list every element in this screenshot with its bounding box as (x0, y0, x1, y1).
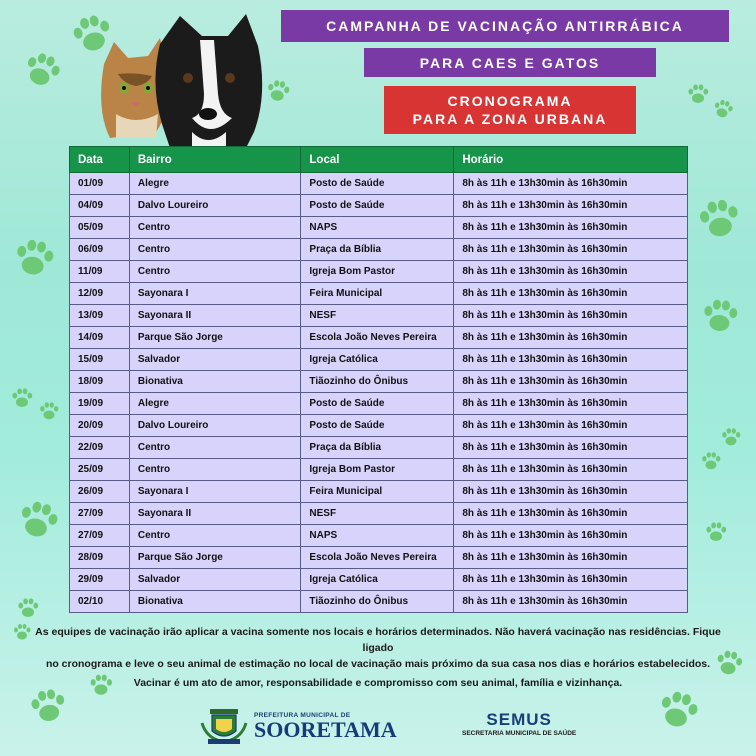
cell-location: Igreja Bom Pastor (301, 459, 454, 481)
cell-date: 19/09 (70, 393, 130, 415)
cell-neighborhood: Centro (129, 525, 301, 547)
cell-location: Igreja Bom Pastor (301, 261, 454, 283)
table-row (70, 393, 688, 415)
cell-time: 8h às 11h e 13h30min às 16h30min (454, 437, 688, 459)
cell-location: Tiãozinho do Ônibus (301, 591, 454, 613)
sooretama-label: SOORETAMA (254, 716, 397, 742)
cell-time: 8h às 11h e 13h30min às 16h30min (454, 283, 688, 305)
cell-neighborhood: Centro (129, 437, 301, 459)
table-row (70, 173, 688, 195)
cell-neighborhood: Alegre (129, 173, 301, 195)
paw-print-icon (692, 192, 745, 245)
paw-print-icon (16, 44, 67, 95)
cell-neighborhood: Centro (129, 217, 301, 239)
cell-time: 8h às 11h e 13h30min às 16h30min (454, 305, 688, 327)
cell-neighborhood: Centro (129, 239, 301, 261)
table-row (70, 437, 688, 459)
cell-time: 8h às 11h e 13h30min às 16h30min (454, 173, 688, 195)
table-row (70, 415, 688, 437)
table-row (70, 217, 688, 239)
table-row (70, 547, 688, 569)
cell-neighborhood: Sayonara II (129, 305, 301, 327)
semus-label: SEMUS (486, 710, 552, 729)
cell-neighborhood: Parque São Jorge (129, 327, 301, 349)
campaign-title: CAMPANHA DE VACINAÇÃO ANTIRRÁBICA (281, 10, 729, 42)
cell-time: 8h às 11h e 13h30min às 16h30min (454, 217, 688, 239)
paw-print-icon (38, 400, 60, 422)
table-row (70, 503, 688, 525)
notice-line2: no cronograma e leve o seu animal de estimação no local de vacinação mais próximo da sua casa nos dias e horários estabelecidos. (45, 658, 711, 670)
cell-date: 05/09 (70, 217, 130, 239)
table-row (70, 349, 688, 371)
cell-location: Igreja Católica (301, 349, 454, 371)
cell-date: 28/09 (70, 547, 130, 569)
cell-time: 8h às 11h e 13h30min às 16h30min (454, 239, 688, 261)
cell-neighborhood: Parque São Jorge (129, 547, 301, 569)
table-row (70, 327, 688, 349)
table-row (70, 591, 688, 613)
cell-date: 27/09 (70, 525, 130, 547)
cell-location: Posto de Saúde (301, 415, 454, 437)
cell-location: Praça da Bíblia (301, 437, 454, 459)
header-time: Horário (454, 147, 688, 173)
cell-date: 18/09 (70, 371, 130, 393)
paw-print-icon (698, 294, 741, 337)
cell-time: 8h às 11h e 13h30min às 16h30min (454, 195, 688, 217)
cell-location: Posto de Saúde (301, 393, 454, 415)
semus-logo (462, 710, 576, 737)
table-row (70, 569, 688, 591)
cell-neighborhood: Sayonara I (129, 481, 301, 503)
table-row (70, 239, 688, 261)
cell-neighborhood: Bionativa (129, 371, 301, 393)
cell-neighborhood: Salvador (129, 349, 301, 371)
cell-time: 8h às 11h e 13h30min às 16h30min (454, 547, 688, 569)
table-row (70, 525, 688, 547)
paw-print-icon (263, 76, 293, 106)
campaign-subtitle: PARA CAES E GATOS (364, 48, 656, 77)
cell-date: 04/09 (70, 195, 130, 217)
cell-time: 8h às 11h e 13h30min às 16h30min (454, 459, 688, 481)
cell-time: 8h às 11h e 13h30min às 16h30min (454, 393, 688, 415)
notice-text (20, 624, 736, 672)
cell-neighborhood: Bionativa (129, 591, 301, 613)
cell-date: 14/09 (70, 327, 130, 349)
cell-neighborhood: Centro (129, 261, 301, 283)
notice-line1: As equipes de vacinação irão aplicar a vacina somente nos locais e horários determinados. Não haverá vacinação nas residências. Fique ligado (35, 626, 721, 654)
cell-time: 8h às 11h e 13h30min às 16h30min (454, 569, 688, 591)
cell-time: 8h às 11h e 13h30min às 16h30min (454, 327, 688, 349)
prefeitura-logo (200, 707, 397, 745)
prefeitura-label: PREFEITURA MUNICIPAL DE (254, 711, 351, 719)
table-row (70, 459, 688, 481)
paw-print-icon (16, 596, 40, 620)
cell-date: 11/09 (70, 261, 130, 283)
cell-date: 12/09 (70, 283, 130, 305)
cell-neighborhood: Centro (129, 459, 301, 481)
semus-subtitle: SECRETARIA MUNICIPAL DE SAÚDE (462, 730, 577, 737)
cell-location: NAPS (301, 217, 454, 239)
table-header-row (70, 147, 688, 173)
cat-dog-illustration (96, 14, 266, 148)
cell-location: NAPS (301, 525, 454, 547)
motto-text: Vacinar é um ato de amor, responsabilidade e compromisso com seu animal, família e vizinhança. (133, 677, 623, 689)
cell-date: 26/09 (70, 481, 130, 503)
cell-location: Tiãozinho do Ônibus (301, 371, 454, 393)
cell-location: Igreja Católica (301, 569, 454, 591)
header-location: Local (301, 147, 454, 173)
header-date: Data (70, 147, 130, 173)
cell-time: 8h às 11h e 13h30min às 16h30min (454, 371, 688, 393)
cell-date: 13/09 (70, 305, 130, 327)
cell-location: Posto de Saúde (301, 173, 454, 195)
paw-print-icon (686, 82, 710, 106)
cell-time: 8h às 11h e 13h30min às 16h30min (454, 349, 688, 371)
cell-location: Feira Municipal (301, 283, 454, 305)
cell-time: 8h às 11h e 13h30min às 16h30min (454, 591, 688, 613)
schedule-banner-line2: PARA A ZONA URBANA (412, 111, 608, 127)
cell-neighborhood: Alegre (129, 393, 301, 415)
cell-neighborhood: Dalvo Loureiro (129, 415, 301, 437)
cell-time: 8h às 11h e 13h30min às 16h30min (454, 481, 688, 503)
cell-date: 27/09 (70, 503, 130, 525)
cell-time: 8h às 11h e 13h30min às 16h30min (454, 525, 688, 547)
cell-date: 15/09 (70, 349, 130, 371)
cell-location: NESF (301, 503, 454, 525)
schedule-banner (384, 86, 636, 134)
cell-neighborhood: Salvador (129, 569, 301, 591)
cell-date: 06/09 (70, 239, 130, 261)
cell-neighborhood: Sayonara II (129, 503, 301, 525)
cell-location: Praça da Bíblia (301, 239, 454, 261)
cell-location: Posto de Saúde (301, 195, 454, 217)
cell-date: 01/09 (70, 173, 130, 195)
paw-print-icon (651, 683, 705, 737)
table-row (70, 305, 688, 327)
cell-date: 02/10 (70, 591, 130, 613)
cell-date: 25/09 (70, 459, 130, 481)
cell-location: Feira Municipal (301, 481, 454, 503)
paw-print-icon (9, 233, 60, 284)
cell-time: 8h às 11h e 13h30min às 16h30min (454, 261, 688, 283)
vaccination-schedule-table (69, 146, 688, 613)
paw-print-icon (704, 520, 728, 544)
cell-time: 8h às 11h e 13h30min às 16h30min (454, 415, 688, 437)
schedule-banner-line1: CRONOGRAMA (447, 93, 573, 109)
paw-print-icon (710, 96, 737, 123)
cell-location: NESF (301, 305, 454, 327)
cell-location: Escola João Neves Pereira (301, 327, 454, 349)
cell-date: 20/09 (70, 415, 130, 437)
header-neighborhood: Bairro (129, 147, 301, 173)
table-row (70, 195, 688, 217)
cell-date: 22/09 (70, 437, 130, 459)
table-row (70, 283, 688, 305)
table-row (70, 481, 688, 503)
cell-neighborhood: Sayonara I (129, 283, 301, 305)
paw-print-icon (720, 426, 742, 448)
table-row (70, 371, 688, 393)
paw-print-icon (700, 450, 722, 472)
cell-neighborhood: Dalvo Loureiro (129, 195, 301, 217)
table-row (70, 261, 688, 283)
paw-print-icon (11, 493, 65, 547)
cell-date: 29/09 (70, 569, 130, 591)
paw-print-icon (10, 386, 34, 410)
cell-time: 8h às 11h e 13h30min às 16h30min (454, 503, 688, 525)
municipal-crest (200, 707, 248, 745)
cell-location: Escola João Neves Pereira (301, 547, 454, 569)
